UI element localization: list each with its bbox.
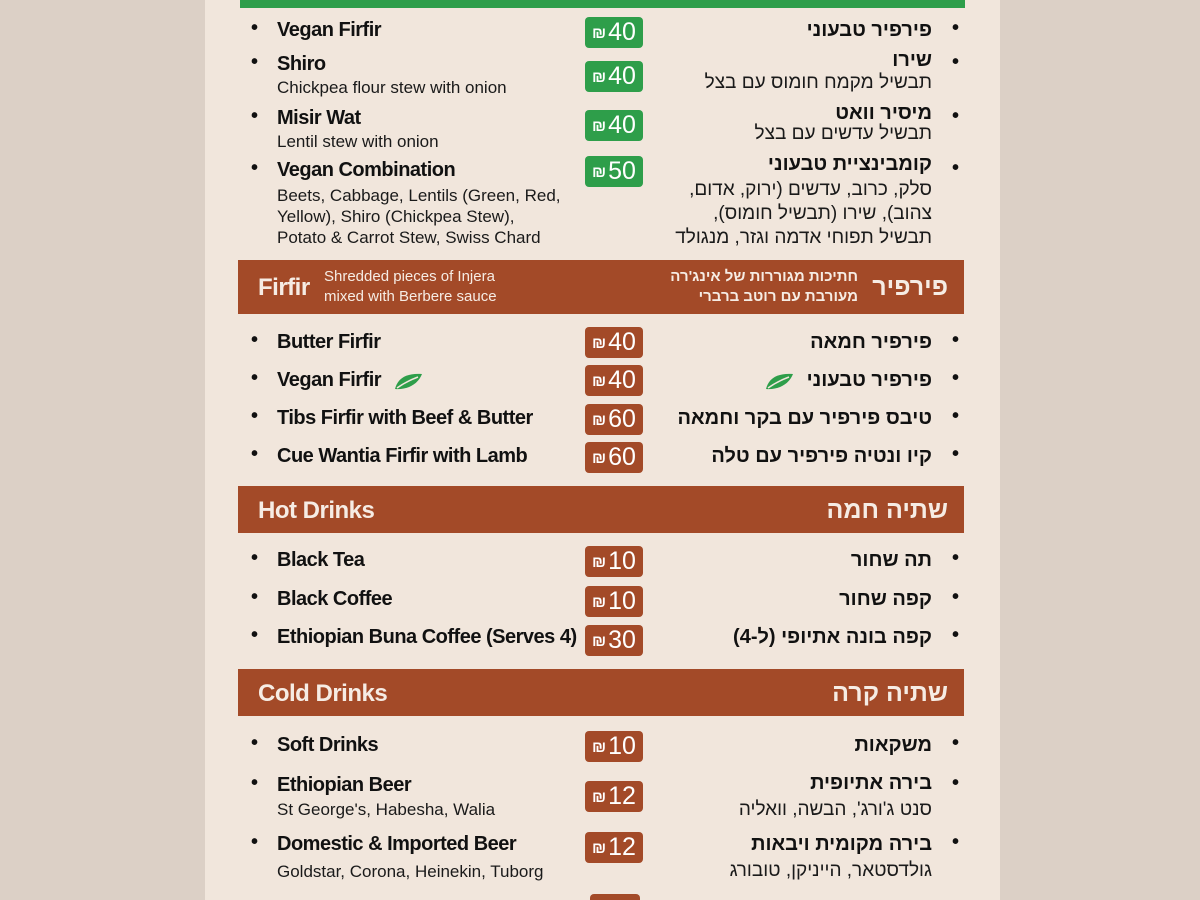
section-desc-line: mixed with Berbere sauce <box>324 288 497 305</box>
item-name-he: תה שחור <box>850 549 932 571</box>
section-title: Firfir <box>258 274 310 301</box>
item-desc-he: תבשיל מקמח חומוס עם בצל <box>704 72 932 93</box>
item-desc-en-line: Beets, Cabbage, Lentils (Green, Red, <box>277 186 561 205</box>
item-name-he: טיבס פירפיר עם בקר וחמאה <box>677 407 932 429</box>
item-name-he: בירה מקומית ויבאות <box>751 833 932 855</box>
menu-page: • Vegan Firfir ₪40 פירפיר טבעוני • • Shiro Chickpea flour stew with onion ₪40 שירו תבשיל מקמח חומוס עם בצל • • Misir Wat Lentil stew with onion ₪40 מיסיר וואט תבשיל עדשים עם בצל • • Vegan Combination Beets, Cabbage, Lentils (Green, Red, Yellow), Shiro (Chickpea Stew), Potato & Carrot Stew, Swiss Chard ₪50 קומבינציית טבעוני סלק, כרוב, עדשים (ירוק, אדום, צהוב), שירו (תבשיל חומוס), תבשיל תפוחי אדמה וגזר, מנגולד • Firfir Shredded pieces of Injera mixed with Berbere sauce חתיכות מגוררות של אינג'רה מעורבת עם רוטב ברברי פירפיר • Butter Firfir ₪40 פירפיר חמאה • • Vegan Firfir ₪40 פירפיר טבעוני • • Tibs Firfir with Beef & Butter ₪60 טיבס פירפיר עם בקר וחמאה • • Cue Wantia Firfir with Lamb ₪60 קיו ונטיה פירפיר עם טלה • Hot Drinks שתיה חמה • Black Tea ₪10 תה שחור • • Black Coffee ₪10 קפה שחור • • Ethiopian Buna Coffee (Serves 4) ₪30 קפה בונה אתיופי (ל-4) • Cold Drinks שתיה קרה • Soft Drinks ₪10 משקאות • • Ethiopian Beer St George's, Habesha, Walia ₪12 בירה אתיופית סנט ג'ורג', הבשה, וואליה • • Domestic & Imported Beer Goldstar, Corona, Heinekin, Tuborg ₪12 בירה מקומית ויבאות גולדסטאר, הייניקן, טובורג • <box>205 0 1000 900</box>
price-badge: ₪10 <box>585 731 643 762</box>
item-desc-en-line: Potato & Carrot Stew, Swiss Chard <box>277 228 541 247</box>
item-name-en: Vegan Firfir <box>277 19 382 41</box>
price-badge: ₪40 <box>585 61 643 92</box>
section-header-firfir <box>238 260 964 314</box>
item-name-he: קומבינציית טבעוני <box>767 153 932 175</box>
item-desc-he: תבשיל עדשים עם בצל <box>754 123 932 144</box>
section-header-hot-drinks <box>238 486 964 533</box>
price-badge: ₪60 <box>585 404 643 435</box>
item-name-he: קיו ונטיה פירפיר עם טלה <box>711 445 932 467</box>
leaf-icon <box>763 371 795 391</box>
item-desc-he-line: תבשיל תפוחי אדמה וגזר, מנגולד <box>675 227 932 248</box>
section-desc-he-line: חתיכות מגוררות של אינג'רה <box>670 268 858 285</box>
section-title: Hot Drinks <box>258 497 375 524</box>
price-badge: ₪40 <box>585 17 643 48</box>
price-badge: ₪12 <box>585 781 643 812</box>
item-desc-he: גולדסטאר, הייניקן, טובורג <box>729 860 932 881</box>
item-desc-en: St George's, Habesha, Walia <box>277 800 496 819</box>
price-badge: ₪40 <box>585 365 643 396</box>
item-name-he: קפה בונה אתיופי (ל-4) <box>733 626 932 648</box>
item-name-he: פירפיר חמאה <box>810 331 932 353</box>
item-name-he: פירפיר טבעוני <box>806 369 932 391</box>
item-name-en: Vegan Combination <box>277 159 456 181</box>
price-badge: ₪30 <box>585 625 643 656</box>
item-name-en: Soft Drinks <box>277 734 379 756</box>
section-desc-line: Shredded pieces of Injera <box>324 268 495 285</box>
item-name-en: Butter Firfir <box>277 331 381 353</box>
item-desc-he: סנט ג'ורג', הבשה, וואליה <box>738 799 932 820</box>
item-name-en: Black Coffee <box>277 588 393 610</box>
item-name-en: Cue Wantia Firfir with Lamb <box>277 445 528 467</box>
section-top-bar <box>240 0 965 8</box>
item-name-he: קפה שחור <box>839 588 932 610</box>
item-desc-he-line: צהוב), שירו (תבשיל חומוס), <box>713 203 932 224</box>
item-name-en: Black Tea <box>277 549 365 571</box>
price-badge: ₪60 <box>585 442 643 473</box>
item-name-he: בירה אתיופית <box>810 772 932 794</box>
item-name-en: Ethiopian Buna Coffee (Serves 4) <box>277 626 577 648</box>
section-title-he: שתיה קרה <box>832 679 948 707</box>
item-name-he: מיסיר וואט <box>835 102 932 124</box>
price-badge: ₪10 <box>585 586 643 617</box>
item-name-he: פירפיר טבעוני <box>806 19 932 41</box>
price-badge: ₪12 <box>585 832 643 863</box>
item-name-he: משקאות <box>854 734 932 756</box>
item-name-en: Ethiopian Beer <box>277 774 412 796</box>
item-desc-en: Goldstar, Corona, Heinekin, Tuborg <box>277 862 544 881</box>
price-badge: ₪50 <box>585 156 643 187</box>
item-name-en: Shiro <box>277 53 326 75</box>
item-name-en: Tibs Firfir with Beef & Butter <box>277 407 533 429</box>
leaf-icon <box>392 371 424 391</box>
price-badge-cut-off <box>590 894 640 900</box>
section-desc-he-line: מעורבת עם רוטב ברברי <box>698 288 858 305</box>
item-desc-he-line: סלק, כרוב, עדשים (ירוק, אדום, <box>689 179 932 200</box>
price-badge: ₪40 <box>585 327 643 358</box>
section-title-he: שתיה חמה <box>826 496 948 524</box>
item-name-en: Domestic & Imported Beer <box>277 833 517 855</box>
section-title-he: פירפיר <box>872 273 948 301</box>
item-desc-en-line: Yellow), Shiro (Chickpea Stew), <box>277 207 515 226</box>
item-name-en: Vegan Firfir <box>277 369 382 391</box>
item-desc-en: Chickpea flour stew with onion <box>277 78 507 97</box>
item-name-en: Misir Wat <box>277 107 361 129</box>
section-header-cold-drinks <box>238 669 964 716</box>
price-badge: ₪40 <box>585 110 643 141</box>
item-desc-en: Lentil stew with onion <box>277 132 439 151</box>
section-title: Cold Drinks <box>258 680 388 707</box>
price-badge: ₪10 <box>585 546 643 577</box>
item-name-he: שירו <box>892 49 932 71</box>
